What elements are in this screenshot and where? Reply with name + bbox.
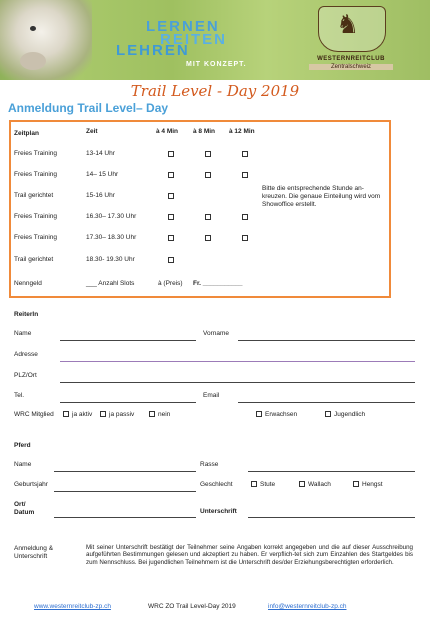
rasse-field[interactable] [248, 471, 415, 472]
checkbox-aktiv[interactable] [63, 411, 69, 417]
plz-label: PLZ/Ort [14, 372, 37, 379]
schedule-box [9, 120, 391, 298]
horse-eye [30, 26, 36, 31]
slogan-line-1: LERNEN [146, 18, 220, 35]
slogan-line-3: LEHREN [116, 42, 190, 59]
reiter-heading: ReiterIn [14, 311, 39, 318]
adresse-field[interactable] [60, 361, 415, 362]
rider-icon: ♞ [336, 9, 360, 39]
checkbox-wallach[interactable] [299, 481, 305, 487]
anmeldung-text: Mit seiner Unterschrift bestätigt der Teilnehmer seine Angaben korrekt angegeben und die auf dieser Ausschreibung aufgeführten Bestimmungen gelesen und akzeptiert zu haben. Er verpflich-tet sich zum Einzahlen des Startgeldes bis zum Nennschluss. Bei jugendlichen Teilnehmern ist die Unterschrift des/der Erziehungsberechtigten erforderlich. [86, 544, 413, 566]
reiter-vorname-label: Vorname [203, 330, 230, 337]
checkbox-stute[interactable] [251, 481, 257, 487]
schedule-checkbox[interactable] [205, 151, 211, 157]
schedule-checkbox[interactable] [242, 151, 248, 157]
schedule-checkbox[interactable] [168, 151, 174, 157]
checkbox-jugendlich[interactable] [325, 411, 331, 417]
horse-nose [20, 52, 46, 70]
col-header-4min: à 4 Min [156, 128, 179, 135]
horse-photo [0, 0, 92, 80]
schedule-checkbox[interactable] [168, 257, 174, 263]
col-header-zeitplan: Zeitplan [14, 130, 39, 137]
checkbox-nein[interactable] [149, 411, 155, 417]
schedule-row-time: 15-16 Uhr [86, 192, 115, 199]
plz-field[interactable] [60, 382, 415, 383]
nein-label: nein [158, 411, 171, 418]
reiter-name-field[interactable] [60, 340, 196, 341]
schedule-checkbox[interactable] [168, 235, 174, 241]
preis-label: à (Preis) [158, 280, 183, 287]
schedule-note: Bitte die entsprechende Stunde an-kreuzen. Die genaue Einteilung wird vom Showoffice erstellt. [262, 185, 381, 208]
anmeldung-label-2: Unterschrift [14, 553, 48, 560]
slogan-line-4: MIT KONZEPT. [186, 61, 247, 68]
ort-datum-field[interactable] [54, 517, 196, 518]
pferd-heading: Pferd [14, 442, 31, 449]
email-label: Email [203, 392, 220, 399]
schedule-row-label: Trail gerichtet [14, 256, 54, 263]
hengst-label: Hengst [362, 481, 383, 488]
schedule-checkbox[interactable] [242, 172, 248, 178]
geburtsjahr-label: Geburtsjahr [14, 481, 48, 488]
schedule-checkbox[interactable] [205, 172, 211, 178]
passiv-label: ja passiv [109, 411, 135, 418]
fr-field[interactable]: Fr. ___________ [193, 280, 243, 287]
checkbox-hengst[interactable] [353, 481, 359, 487]
anmeldung-label-1: Anmeldung & [14, 545, 54, 552]
schedule-checkbox[interactable] [205, 214, 211, 220]
schedule-checkbox[interactable] [168, 193, 174, 199]
logo-club-name: WESTERNREITCLUB [317, 56, 385, 62]
checkbox-erwachsen[interactable] [256, 411, 262, 417]
schedule-row-label: Trail gerichtet [14, 192, 54, 199]
reiter-vorname-field[interactable] [238, 340, 415, 341]
stute-label: Stute [260, 481, 276, 488]
schedule-row-label: Freies Training [14, 150, 57, 157]
slots-field[interactable]: ___ Anzahl Slots [86, 280, 135, 287]
schedule-row-label: Freies Training [14, 234, 57, 241]
col-header-8min: à 8 Min [193, 128, 216, 135]
nenngeld-label: Nenngeld [14, 280, 42, 287]
schedule-row-time: 13-14 Uhr [86, 150, 115, 157]
datum-label: Datum [14, 509, 35, 516]
geschlecht-label: Geschlecht [200, 481, 233, 488]
page-title: Trail Level - Day 2019 [130, 82, 300, 100]
adresse-label: Adresse [14, 351, 38, 358]
aktiv-label: ja aktiv [72, 411, 93, 418]
schedule-checkbox[interactable] [168, 172, 174, 178]
logo-region: Zentralschweiz [309, 64, 393, 70]
schedule-checkbox[interactable] [242, 214, 248, 220]
checkbox-passiv[interactable] [100, 411, 106, 417]
footer-title: WRC ZO Trail Level-Day 2019 [148, 603, 236, 610]
schedule-row-time: 16.30– 17.30 Uhr [86, 213, 137, 220]
col-header-zeit: Zeit [86, 128, 98, 135]
unterschrift-field[interactable] [248, 517, 415, 518]
footer-website-link[interactable]: www.westernreitclub-zp.ch [34, 603, 111, 610]
pferd-name-field[interactable] [54, 471, 196, 472]
schedule-row-time: 14– 15 Uhr [86, 171, 119, 178]
erwachsen-label: Erwachsen [265, 411, 298, 418]
schedule-row-time: 17.30– 18.30 Uhr [86, 234, 137, 241]
schedule-row-label: Freies Training [14, 171, 57, 178]
tel-field[interactable] [60, 402, 196, 403]
ort-label: Ort/ [14, 501, 26, 508]
tel-label: Tel. [14, 392, 25, 399]
reiter-name-label: Name [14, 330, 32, 337]
jugendlich-label: Jugendlich [334, 411, 366, 418]
col-header-12min: à 12 Min [229, 128, 255, 135]
wallach-label: Wallach [308, 481, 331, 488]
slogan-line-2: REITEN [160, 31, 228, 48]
email-field[interactable] [238, 402, 415, 403]
schedule-row-time: 18.30- 19.30 Uhr [86, 256, 135, 263]
geburtsjahr-field[interactable] [54, 491, 196, 492]
rasse-label: Rasse [200, 461, 219, 468]
form-subtitle: Anmeldung Trail Level– Day [8, 101, 169, 115]
footer-email-link[interactable]: info@westernreitclub-zp.ch [268, 603, 347, 610]
unterschrift-label: Unterschrift [200, 508, 237, 515]
mitglied-label: WRC Mitglied [14, 411, 54, 418]
schedule-checkbox[interactable] [242, 235, 248, 241]
schedule-checkbox[interactable] [168, 214, 174, 220]
schedule-checkbox[interactable] [205, 235, 211, 241]
schedule-row-label: Freies Training [14, 213, 57, 220]
pferd-name-label: Name [14, 461, 32, 468]
